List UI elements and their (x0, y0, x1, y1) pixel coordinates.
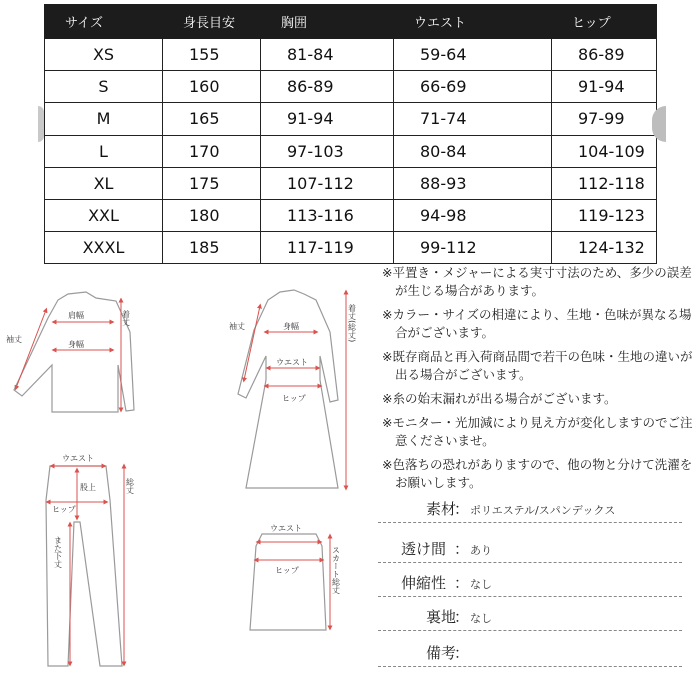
size-row (45, 199, 657, 231)
size-cell: XXXL (45, 232, 163, 264)
skirt-hip-label: ヒップ (275, 566, 299, 575)
waist-cell: 94-98 (394, 199, 552, 231)
height-cell: 175 (163, 167, 261, 199)
waist-cell: 59-64 (394, 39, 552, 71)
waist-cell: 88-93 (394, 167, 552, 199)
pants-hip-label: ヒップ (52, 505, 76, 514)
chest-cell: 91-94 (261, 103, 394, 135)
property-colon: ： (454, 500, 470, 518)
prev-arrow-icon[interactable] (38, 106, 44, 142)
hip-cell: 86-89 (552, 39, 657, 71)
header-height: 身長目安 (163, 5, 261, 39)
property-value: なし (470, 612, 492, 625)
waist-cell: 99-112 (394, 232, 552, 264)
skirt-diagram (250, 524, 341, 630)
pants-length-label: 総丈 (125, 478, 135, 494)
property-value: なし (470, 578, 492, 591)
size-cell: XL (45, 167, 163, 199)
dress-chest-label: 身幅 (283, 322, 299, 331)
chest-cell: 81-84 (261, 39, 394, 71)
pants-waist-label: ウエスト (62, 454, 94, 463)
top-shoulder-label: 肩幅 (68, 311, 84, 320)
property-lining (378, 602, 682, 631)
height-cell: 180 (163, 199, 261, 231)
property-colon: ： (454, 644, 470, 662)
dress-hip-label: ヒップ (282, 394, 306, 403)
size-row (45, 71, 657, 103)
size-cell: L (45, 135, 163, 167)
header-waist: ウエスト (394, 5, 552, 39)
chest-cell: 97-103 (261, 135, 394, 167)
size-row (45, 103, 657, 135)
property-colon: ： (454, 574, 470, 592)
hip-cell: 124-132 (552, 232, 657, 264)
property-stretch (378, 568, 682, 597)
note-item: ※モニター・光加減により見え方が変化しますのでご注意くださいませ。 (382, 415, 693, 448)
size-cell: XXL (45, 199, 163, 231)
dress-outline (238, 290, 338, 488)
waist-cell: 71-74 (394, 103, 552, 135)
dress-length-label: 着丈(総丈) (347, 304, 357, 343)
note-item: ※色落ちの恐れがありますので、他の物と分けて洗濯をお願いします。 (382, 457, 693, 490)
garment-diagrams (0, 270, 370, 700)
top-diagram (6, 292, 134, 412)
waist-cell: 80-84 (394, 135, 552, 167)
hip-cell: 91-94 (552, 71, 657, 103)
header-hip: ヒップ (552, 5, 657, 39)
top-length-label: 着丈 (121, 310, 131, 326)
skirt-waist-label: ウエスト (270, 524, 302, 533)
dress-diagram (229, 290, 357, 488)
height-cell: 155 (163, 39, 261, 71)
property-label: 裏地 (425, 608, 456, 626)
header-size: サイズ (45, 5, 163, 39)
care-notes (382, 264, 700, 498)
dress-waist-label: ウエスト (276, 358, 308, 367)
property-value: ポリエステル/スパンデックス (470, 504, 616, 517)
property-label: 透け間 (400, 540, 446, 558)
property-value: あり (470, 544, 492, 557)
size-table (44, 4, 657, 264)
size-row (45, 167, 657, 199)
size-table-body (45, 39, 657, 264)
pants-rise-label: 股上 (80, 483, 96, 492)
top-outline (14, 292, 134, 412)
height-cell: 185 (163, 232, 261, 264)
header-chest: 胸囲 (261, 5, 394, 39)
hip-cell: 112-118 (552, 167, 657, 199)
note-item: ※平置き・メジャーによる実寸寸法のため、多少の誤差が生じる場合があります。 (382, 265, 692, 298)
property-colon: ： (454, 608, 470, 626)
property-remarks (378, 638, 682, 667)
height-cell: 165 (163, 103, 261, 135)
top-chest-label: 身幅 (68, 340, 84, 349)
property-label: 素材 (425, 500, 456, 518)
size-row (45, 135, 657, 167)
pants-diagram (46, 454, 135, 666)
size-cell: S (45, 71, 163, 103)
chest-cell: 117-119 (261, 232, 394, 264)
note-item: ※既存商品と再入荷商品間で若干の色味・生地の違いが出る場合がございます。 (382, 349, 693, 382)
property-colon: ： (454, 540, 470, 558)
property-label: 伸縮性 (400, 574, 446, 592)
chest-cell: 107-112 (261, 167, 394, 199)
waist-cell: 66-69 (394, 71, 552, 103)
pants-inseam-label: また下丈 (53, 536, 63, 568)
next-arrow-icon[interactable] (652, 106, 666, 142)
top-sleeve-label: 袖丈 (6, 335, 22, 344)
size-cell: XS (45, 39, 163, 71)
height-cell: 160 (163, 71, 261, 103)
property-label: 備考 (425, 644, 456, 662)
note-item: ※糸の始末漏れが出る場合がございます。 (382, 391, 617, 406)
chest-cell: 113-116 (261, 199, 394, 231)
size-row (45, 39, 657, 71)
height-cell: 170 (163, 135, 261, 167)
size-row (45, 232, 657, 264)
property-material (378, 494, 682, 523)
dress-sleeve-label: 袖丈 (229, 322, 245, 331)
property-transparency (378, 534, 682, 563)
size-table-header (45, 5, 657, 39)
hip-cell: 104-109 (552, 135, 657, 167)
hip-cell: 119-123 (552, 199, 657, 231)
size-cell: M (45, 103, 163, 135)
skirt-outline (250, 534, 326, 630)
chest-cell: 86-89 (261, 71, 394, 103)
skirt-length-label: スカート総丈 (331, 546, 341, 594)
note-item: ※カラー・サイズの相違により、生地・色味が異なる場合がございます。 (382, 307, 692, 340)
hip-cell: 97-99 (552, 103, 657, 135)
